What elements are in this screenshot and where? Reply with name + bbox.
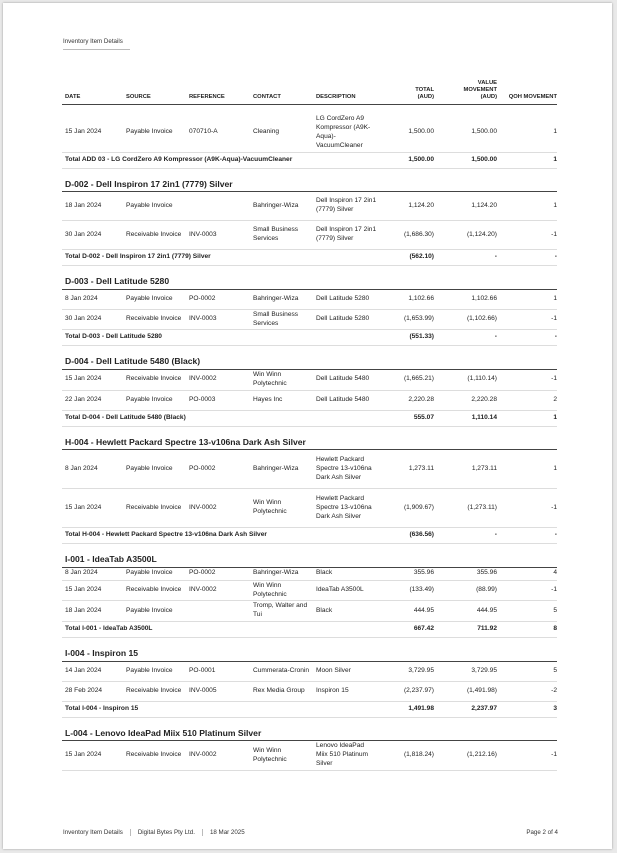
cell-total: (1,909.67) — [377, 489, 434, 528]
cell-value-movement: 1,102.66 — [434, 289, 497, 309]
total-qoh-movement: 3 — [497, 701, 557, 717]
table-row — [62, 309, 557, 330]
cell-date: 15 Jan 2024 — [62, 489, 123, 528]
group-title: L-004 - Lenovo IdeaPad Miix 510 Platinum Silver — [62, 717, 557, 741]
report-page — [3, 3, 612, 849]
cell-total: 1,273.11 — [377, 450, 434, 489]
table-row — [62, 489, 557, 528]
cell-reference — [186, 601, 250, 622]
cell-date: 8 Jan 2024 — [62, 289, 123, 309]
group-header-row — [62, 544, 557, 568]
cell-source: Payable Invoice — [123, 390, 186, 410]
cell-description: Inspiron 15 — [313, 681, 377, 701]
cell-description: Black — [313, 601, 377, 622]
col-header-description: DESCRIPTION — [313, 80, 377, 104]
table-row — [62, 289, 557, 309]
group-header-row — [62, 266, 557, 290]
table-row — [62, 221, 557, 250]
group-title: I-004 - Inspiron 15 — [62, 638, 557, 662]
group-title: H-004 - Hewlett Packard Spectre 13-v106na Dark Ash Silver — [62, 426, 557, 450]
cell-value-movement: (1,212.16) — [434, 741, 497, 771]
footer-date: 18 Mar 2025 — [209, 829, 245, 836]
cell-date: 15 Jan 2024 — [62, 114, 123, 153]
total-label: Total H-004 - Hewlett Packard Spectre 13-v106na Dark Ash Silver — [62, 528, 377, 544]
total-amount: (551.33) — [377, 330, 434, 346]
group-total-row — [62, 152, 557, 168]
total-label: Total D-004 - Dell Latitude 5480 (Black) — [62, 410, 377, 426]
total-value-movement: 711.92 — [434, 622, 497, 638]
report-content — [62, 80, 557, 771]
cell-contact: Win Winn Polytechnic — [250, 580, 313, 601]
cell-description: Dell Latitude 5280 — [313, 289, 377, 309]
group-header-row — [62, 346, 557, 370]
table-row — [62, 580, 557, 601]
total-qoh-movement: 1 — [497, 410, 557, 426]
cell-value-movement: 1,500.00 — [434, 114, 497, 153]
total-value-movement: 1,110.14 — [434, 410, 497, 426]
total-value-movement: - — [434, 528, 497, 544]
spacer-row — [62, 104, 557, 114]
cell-qoh-movement: 2 — [497, 390, 557, 410]
cell-total: 444.95 — [377, 601, 434, 622]
cell-reference: INV-0005 — [186, 681, 250, 701]
total-label: Total D-003 - Dell Latitude 5280 — [62, 330, 377, 346]
total-amount: 555.07 — [377, 410, 434, 426]
cell-reference: 070710-A — [186, 114, 250, 153]
cell-qoh-movement: -1 — [497, 221, 557, 250]
total-amount: (636.56) — [377, 528, 434, 544]
cell-value-movement: (1,110.14) — [434, 369, 497, 390]
cell-contact: Tromp, Walter and Tui — [250, 601, 313, 622]
cell-total: 1,124.20 — [377, 192, 434, 221]
table-row — [62, 369, 557, 390]
footer-company: Digital Bytes Pty Ltd. — [138, 829, 203, 836]
cell-total: 3,729.95 — [377, 661, 434, 681]
cell-date: 30 Jan 2024 — [62, 221, 123, 250]
total-qoh-movement: 8 — [497, 622, 557, 638]
group-header-row — [62, 717, 557, 741]
cell-source: Receivable Invoice — [123, 489, 186, 528]
cell-reference: INV-0002 — [186, 741, 250, 771]
table-row — [62, 601, 557, 622]
cell-source: Receivable Invoice — [123, 741, 186, 771]
total-label: Total I-004 - Inspiron 15 — [62, 701, 377, 717]
cell-reference: INV-0003 — [186, 221, 250, 250]
cell-date: 15 Jan 2024 — [62, 580, 123, 601]
table-row — [62, 661, 557, 681]
cell-reference: INV-0002 — [186, 489, 250, 528]
cell-qoh-movement: 5 — [497, 661, 557, 681]
col-header-source: SOURCE — [123, 80, 186, 104]
group-title: D-002 - Dell Inspiron 17 2in1 (7779) Silver — [62, 168, 557, 192]
cell-source: Receivable Invoice — [123, 221, 186, 250]
cell-total: 2,220.28 — [377, 390, 434, 410]
cell-total: (133.49) — [377, 580, 434, 601]
cell-source: Payable Invoice — [123, 601, 186, 622]
col-header-date: DATE — [62, 80, 123, 104]
group-header-row — [62, 168, 557, 192]
cell-contact: Rex Media Group — [250, 681, 313, 701]
cell-contact: Cleaning — [250, 114, 313, 153]
cell-total: 1,102.66 — [377, 289, 434, 309]
cell-qoh-movement: -1 — [497, 369, 557, 390]
cell-date: 18 Jan 2024 — [62, 601, 123, 622]
cell-qoh-movement: -1 — [497, 741, 557, 771]
cell-description: LG CordZero A9 Kompressor (A9K-Aqua)-VacuumCleaner — [313, 114, 377, 153]
cell-total: (1,818.24) — [377, 741, 434, 771]
total-value-movement: 2,237.97 — [434, 701, 497, 717]
cell-date: 22 Jan 2024 — [62, 390, 123, 410]
cell-qoh-movement: -1 — [497, 580, 557, 601]
cell-reference: PO-0003 — [186, 390, 250, 410]
cell-contact: Bahringer-Wiza — [250, 289, 313, 309]
cell-reference: INV-0003 — [186, 309, 250, 330]
cell-total: (1,665.21) — [377, 369, 434, 390]
report-title: Inventory Item Details — [63, 38, 130, 50]
total-label: Total D-002 - Dell Inspiron 17 2in1 (7779) Silver — [62, 250, 377, 266]
cell-value-movement: (1,124.20) — [434, 221, 497, 250]
cell-description: Dell Latitude 5280 — [313, 309, 377, 330]
cell-qoh-movement: -1 — [497, 489, 557, 528]
col-header-qoh-movement: QOH MOVEMENT — [497, 80, 557, 104]
cell-qoh-movement: 4 — [497, 567, 557, 580]
cell-source: Payable Invoice — [123, 567, 186, 580]
cell-total: (1,686.30) — [377, 221, 434, 250]
cell-value-movement: 3,729.95 — [434, 661, 497, 681]
cell-contact: Small Business Services — [250, 221, 313, 250]
total-qoh-movement: 1 — [497, 152, 557, 168]
cell-reference: PO-0002 — [186, 289, 250, 309]
total-qoh-movement: - — [497, 528, 557, 544]
cell-description: IdeaTab A3500L — [313, 580, 377, 601]
cell-date: 8 Jan 2024 — [62, 567, 123, 580]
cell-qoh-movement: 1 — [497, 114, 557, 153]
total-amount: 1,500.00 — [377, 152, 434, 168]
table-header-row — [62, 80, 557, 104]
group-total-row — [62, 250, 557, 266]
cell-date: 8 Jan 2024 — [62, 450, 123, 489]
cell-qoh-movement: -1 — [497, 309, 557, 330]
cell-total: (2,237.97) — [377, 681, 434, 701]
cell-source: Payable Invoice — [123, 192, 186, 221]
group-total-row — [62, 528, 557, 544]
table-row — [62, 741, 557, 771]
group-title: I-001 - IdeaTab A3500L — [62, 544, 557, 568]
col-header-total: TOTAL (AUD) — [377, 80, 434, 104]
col-header-value-movement: VALUE MOVEMENT (AUD) — [434, 80, 497, 104]
cell-contact: Cummerata-Cronin — [250, 661, 313, 681]
cell-date: 15 Jan 2024 — [62, 369, 123, 390]
cell-value-movement: 1,124.20 — [434, 192, 497, 221]
table-row — [62, 681, 557, 701]
cell-date: 15 Jan 2024 — [62, 741, 123, 771]
total-amount: 667.42 — [377, 622, 434, 638]
footer-page-number: Page 2 of 4 — [526, 829, 558, 836]
cell-qoh-movement: -2 — [497, 681, 557, 701]
inventory-table — [62, 80, 557, 771]
cell-description: Hewlett Packard Spectre 13-v106na Dark Ash Silver — [313, 489, 377, 528]
col-header-reference: REFERENCE — [186, 80, 250, 104]
table-row — [62, 114, 557, 153]
cell-source: Receivable Invoice — [123, 309, 186, 330]
cell-reference: PO-0001 — [186, 661, 250, 681]
cell-contact: Bahringer-Wiza — [250, 192, 313, 221]
cell-source: Receivable Invoice — [123, 580, 186, 601]
cell-reference: PO-0002 — [186, 450, 250, 489]
group-title: D-004 - Dell Latitude 5480 (Black) — [62, 346, 557, 370]
total-value-movement: - — [434, 330, 497, 346]
group-total-row — [62, 410, 557, 426]
cell-contact: Win Winn Polytechnic — [250, 489, 313, 528]
cell-date: 18 Jan 2024 — [62, 192, 123, 221]
cell-value-movement: (88.99) — [434, 580, 497, 601]
total-amount: 1,491.98 — [377, 701, 434, 717]
table-row — [62, 390, 557, 410]
total-value-movement: - — [434, 250, 497, 266]
group-header-row — [62, 638, 557, 662]
group-header-row — [62, 426, 557, 450]
cell-description: Dell Inspiron 17 2in1 (7779) Silver — [313, 221, 377, 250]
cell-contact: Bahringer-Wiza — [250, 450, 313, 489]
cell-date: 28 Feb 2024 — [62, 681, 123, 701]
cell-contact: Small Business Services — [250, 309, 313, 330]
cell-value-movement: 355.96 — [434, 567, 497, 580]
cell-reference — [186, 192, 250, 221]
footer-report-name: Inventory Item Details — [63, 829, 131, 836]
table-row — [62, 567, 557, 580]
table-row — [62, 192, 557, 221]
group-total-row — [62, 622, 557, 638]
total-label: Total ADD 03 - LG CordZero A9 Kompressor (A9K-Aqua)-VacuumCleaner — [62, 152, 377, 168]
cell-reference: INV-0002 — [186, 369, 250, 390]
cell-contact: Bahringer-Wiza — [250, 567, 313, 580]
cell-total: 1,500.00 — [377, 114, 434, 153]
total-value-movement: 1,500.00 — [434, 152, 497, 168]
cell-description: Hewlett Packard Spectre 13-v106na Dark Ash Silver — [313, 450, 377, 489]
cell-total: (1,653.99) — [377, 309, 434, 330]
cell-description: Dell Latitude 5480 — [313, 390, 377, 410]
cell-qoh-movement: 1 — [497, 192, 557, 221]
cell-description: Dell Latitude 5480 — [313, 369, 377, 390]
cell-source: Receivable Invoice — [123, 681, 186, 701]
cell-source: Payable Invoice — [123, 661, 186, 681]
group-title: D-003 - Dell Latitude 5280 — [62, 266, 557, 290]
table-row — [62, 450, 557, 489]
cell-qoh-movement: 1 — [497, 289, 557, 309]
cell-value-movement: 444.95 — [434, 601, 497, 622]
cell-description: Lenovo IdeaPad Miix 510 Platinum Silver — [313, 741, 377, 771]
total-qoh-movement: - — [497, 330, 557, 346]
total-qoh-movement: - — [497, 250, 557, 266]
group-total-row — [62, 701, 557, 717]
cell-total: 355.96 — [377, 567, 434, 580]
cell-source: Payable Invoice — [123, 114, 186, 153]
cell-description: Moon Silver — [313, 661, 377, 681]
cell-source: Payable Invoice — [123, 289, 186, 309]
cell-reference: INV-0002 — [186, 580, 250, 601]
cell-date: 30 Jan 2024 — [62, 309, 123, 330]
cell-date: 14 Jan 2024 — [62, 661, 123, 681]
spacer-cell — [62, 104, 557, 114]
cell-description: Black — [313, 567, 377, 580]
total-label: Total I-001 - IdeaTab A3500L — [62, 622, 377, 638]
cell-description: Dell Inspiron 17 2in1 (7779) Silver — [313, 192, 377, 221]
cell-qoh-movement: 5 — [497, 601, 557, 622]
cell-value-movement: (1,491.98) — [434, 681, 497, 701]
col-header-contact: CONTACT — [250, 80, 313, 104]
cell-value-movement: 2,220.28 — [434, 390, 497, 410]
page-footer — [63, 829, 558, 836]
cell-value-movement: (1,273.11) — [434, 489, 497, 528]
cell-value-movement: (1,102.66) — [434, 309, 497, 330]
group-total-row — [62, 330, 557, 346]
cell-qoh-movement: 1 — [497, 450, 557, 489]
cell-source: Payable Invoice — [123, 450, 186, 489]
total-amount: (562.10) — [377, 250, 434, 266]
cell-source: Receivable Invoice — [123, 369, 186, 390]
cell-contact: Win Winn Polytechnic — [250, 369, 313, 390]
cell-value-movement: 1,273.11 — [434, 450, 497, 489]
cell-contact: Hayes Inc — [250, 390, 313, 410]
cell-reference: PO-0002 — [186, 567, 250, 580]
cell-contact: Win Winn Polytechnic — [250, 741, 313, 771]
